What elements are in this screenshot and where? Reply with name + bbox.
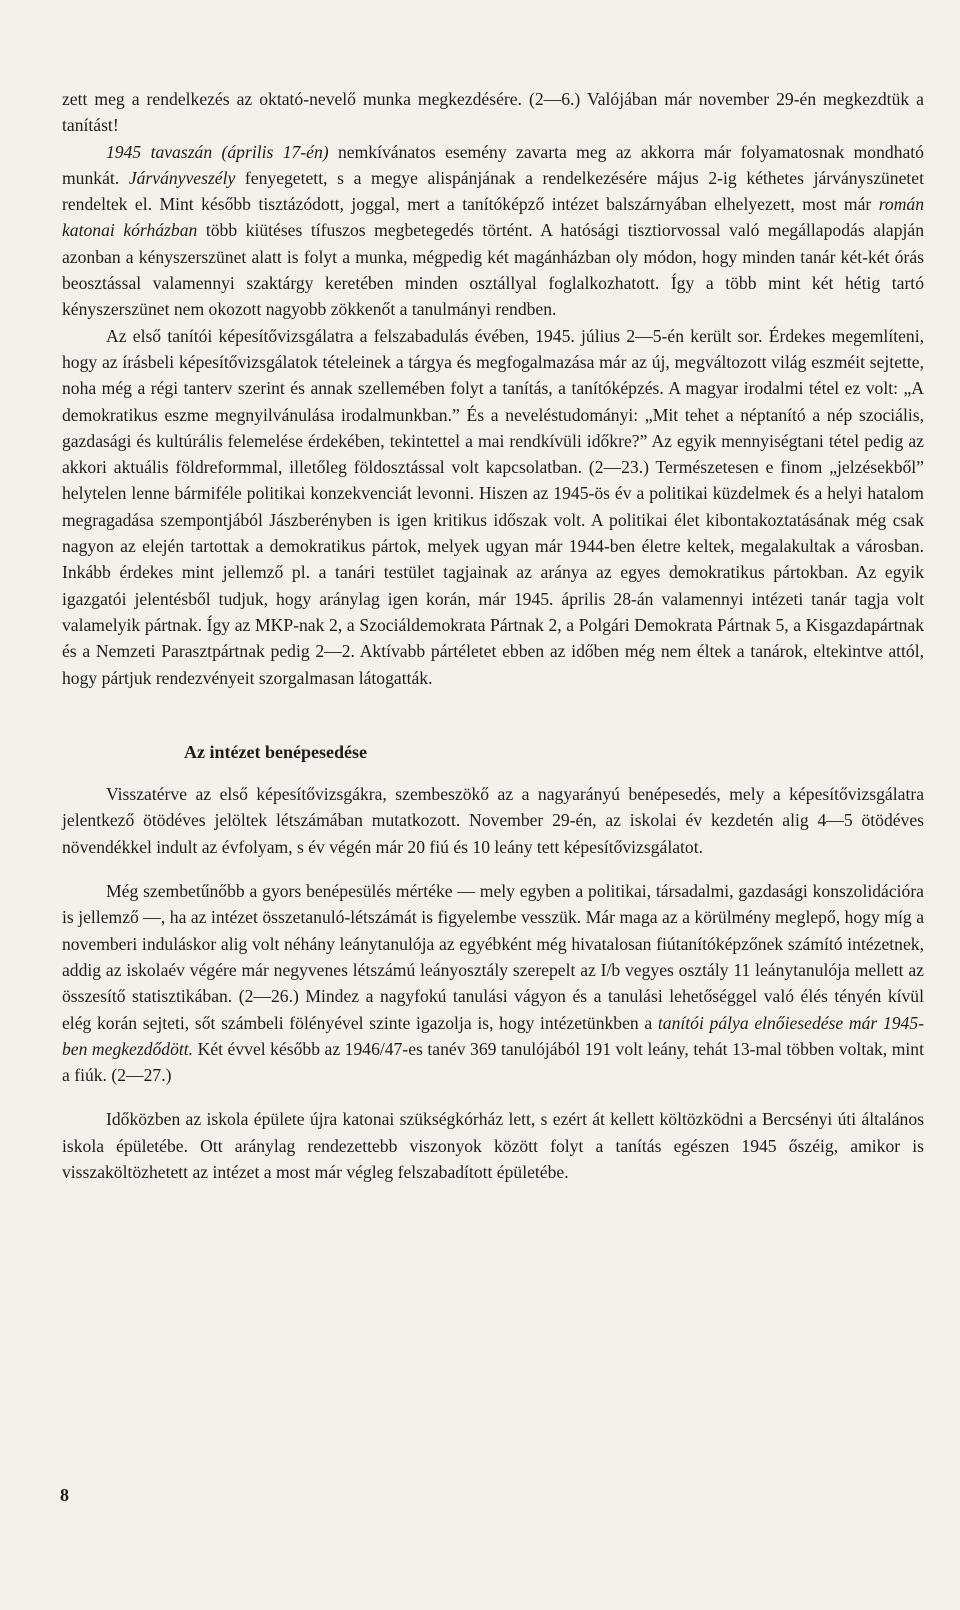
section-heading: Az intézet benépesedése (184, 741, 367, 762)
paragraph-5: Még szembetűnőbb a gyors benépesülés mértéke — mely egyben a politikai, társadalmi, gazdasági konszolidációra is jellemző —, ha az intézet összetanuló-létszámát is figyelembe vesszük. Már maga az a körülmény meglepő, hogy míg a novemberi induláskor alig volt néhány leánytanulója az egyébként még hivatalosan fiútanítóképzőnek számító intézetnek, addig az iskolaév végére már negyvenes létszámú leányosztály szerepelt az I/b vegyes osztály 11 leánytanulója mellett az összesítő statisztikában. (2—26.) Mindez a nagyfokú tanulási vágyon és a tanulási lehetőséggel való élés tényén kívül elég korán sejteti, sőt számbeli fölényével szinte igazolja is, hogy intézetünkben a tanítói pálya elnőiesedése már 1945-ben megkezdődött. Két évvel később az 1946/47-es tanév 369 tanulójából 191 volt leány, tehát 13-mal többen voltak, mint a fiúk. (2—27.) (62, 881, 924, 1086)
paragraph-1: zett meg a rendelkezés az oktató-nevelő munka megkezdésére. (2—6.) Valójában már november 29-én megkezdtük a tanítást! (62, 89, 924, 136)
paragraph-3: Az első tanítói képesítővizsgálatra a felszabadulás évében, 1945. július 2—5-én került sor. Érdekes megemlíteni, hogy az írásbeli képesítővizsgálatok tételeinek a tárgya és megfogalmazása már az új, megváltozott világ eszméit sejtette, noha még a régi tanterv szerint és annak szellemében folyt a tanítás, a tanítóképzés. A magyar irodalmi tétel ez volt: „A demokratikus eszme megnyilvánulása irodalmunkban.” És a neveléstudományi: „Mit tehet a néptanító a nép szociális, gazdasági és kultúrális felemelése érdekében, tekintettel a mai rendkívüli időkre?” Az egyik mennyiségtani tétel pedig az akkori aktuális földreformmal, illetőleg földosztással volt kapcsolatban. (2—23.) Természetesen e finom „jelzésekből” helytelen lenne bármiféle politikai konzekvenciát levonni. Hiszen az 1945-ös év a politikai küzdelmek és a helyi hatalom megragadása szempontjából Jászberényben is igen kritikus időszak volt. A politikai élet kibontakoztatásának még csak nagyon az elején tartottak a demokratikus pártok, melyek ugyan már 1944-ben életre keltek, megalakultak a városban. Inkább érdekes mint jellemző pl. a tanári testület tagjainak az aránya az egyes demokratikus pártokban. Az egyik igazgatói jelentésből tudjuk, hogy aránylag igen korán, már 1945. április 28-án valamennyi intézeti tanár tagja volt valamelyik pártnak. Így az MKP-nak 2, a Szociáldemokrata Pártnak 2, a Polgári Demokrata Pártnak 5, a Kisgazdapártnak és a Nemzeti Parasztpártnak pedig 2—2. Aktívabb pártéletet ebben az időben még nem éltek a tanárok, eltekintve attól, hogy pártjuk rendezvényeit szorgalmasan látogatták. (62, 325, 924, 688)
italic-epidemic: Járványveszély (128, 167, 236, 188)
paragraph-2: 1945 tavaszán (április 17-én) nemkívánatos esemény zavarta meg az akkorra már folyamatosnak mondható munkát. Járványveszély fenyegetett, s a megye alispánjának a rendelkezésére május 2-ig kéthetes járványszünetet rendeltek el. Mint később tisztázódott, joggal, mert a tanítóképző intézet balszárnyában elhelyezett, most már román katonai kórházban több kiütéses tífuszos megbetegedés történt. A hatósági tisztiorvossal való megállapodás alapján azonban a kényszerszünet alatt is folyt a munka, mégpedig két magánházban oly módon, hogy minden tanár két-két órás beosztással valamennyi szaktárgy keretében minden osztállyal foglalkozhatott. Így a több mint két hétig tartó kényszerszünet nem okozott nagyobb zökkenőt a tanulmányi rendben. (62, 141, 924, 320)
body-text (62, 86, 924, 1185)
italic-feminization: tanítói pálya elnőiesedése már 1945-ben megkezdődött. (62, 1012, 924, 1059)
italic-date: 1945 tavaszán (április 17-én) (106, 141, 329, 162)
page-number: 8 (60, 1485, 69, 1505)
paragraph-4: Visszatérve az első képesítővizsgákra, szembeszökő az a nagyarányú benépesedés, mely a képesítővizsgálatra jelentkező ötödéves jelöltek létszámában mutatkozott. November 29-én, az iskolai év kezdetén alig 4—5 ötödéves növendékkel indult az évfolyam, s év végén már 20 fiú és 10 leány tett képesítővizsgálatot. (62, 784, 924, 857)
italic-hospital: román katonai kórházban (62, 194, 924, 241)
paragraph-6: Időközben az iskola épülete újra katonai szükségkórház lett, s ezért át kellett költözködni a Bercsényi úti általános iskola épületébe. Ott aránylag rendezettebb viszonyok között folyt a tanítás egészen 1945 őszéig, amikor is visszaköltözhetett az intézet a most már végleg felszabadított épületébe. (62, 1109, 924, 1182)
